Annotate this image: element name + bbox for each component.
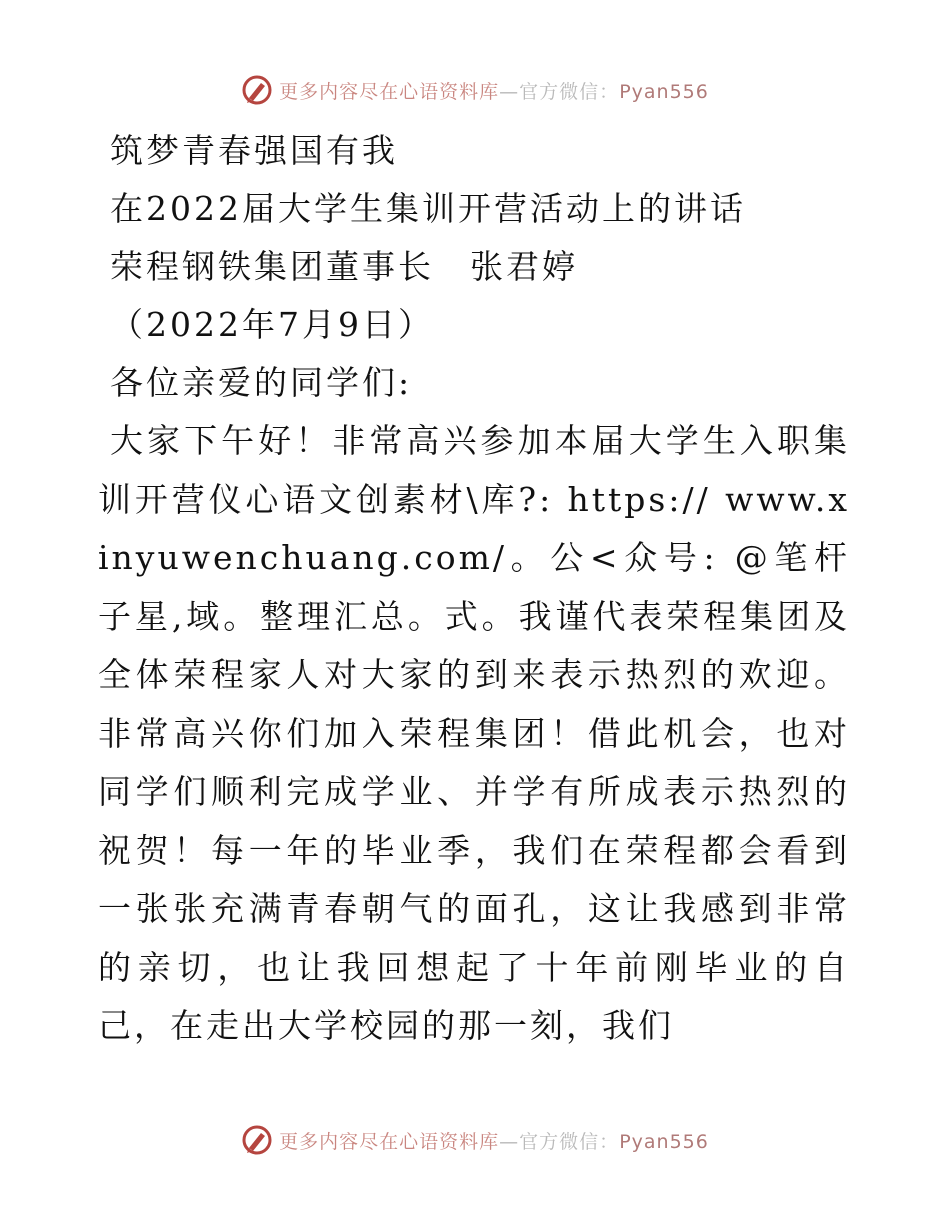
document-speaker: 荣程钢铁集团董事长 张君婷 <box>110 247 578 286</box>
watermark-dash: — <box>499 1130 520 1153</box>
watermark-wechat-id: Pyan556 <box>619 1130 709 1153</box>
watermark-dash: — <box>499 80 520 103</box>
watermark-site-text: 更多内容尽在心语资料库 <box>279 80 500 103</box>
watermark-wechat-id: Pyan556 <box>619 80 709 103</box>
document-subtitle: 在2022届大学生集训开营活动上的讲话 <box>110 189 746 228</box>
document-salutation: 各位亲爱的同学们: <box>110 363 413 402</box>
footer-watermark <box>0 1120 950 1160</box>
watermark-official-text: 官方微信： <box>519 80 620 103</box>
document-body <box>98 122 858 1056</box>
document-date: （2022年7月9日） <box>110 305 434 344</box>
document-title: 筑梦青春强国有我 <box>110 131 398 170</box>
document-paragraph: 大家下午好！非常高兴参加本届大学生入职集训开营仪心语文创素材\库?: https:// www.xinyuwenchuang.com/。公<众号: @笔杆子星,域。整理汇总。式。我谨代表荣程集团及全体荣程家人对大家的到来表示热烈的欢迎。非常高兴你们加入荣程集团！借此机会，也对同学们顺利完成学业、并学有所成表示热烈的祝贺！每一年的毕业季，我们在荣程都会看到一张张充满青春朝气的面孔，这让我感到非常的亲切，也让我回想起了十年前刚毕业的自己，在走出大学校园的那一刻，我们 <box>98 421 850 1045</box>
watermark-official-text: 官方微信： <box>519 1130 620 1153</box>
header-watermark <box>0 70 950 110</box>
pen-in-circle-icon <box>241 1124 273 1156</box>
pen-in-circle-icon <box>241 74 273 106</box>
watermark-site-text: 更多内容尽在心语资料库 <box>279 1130 500 1153</box>
